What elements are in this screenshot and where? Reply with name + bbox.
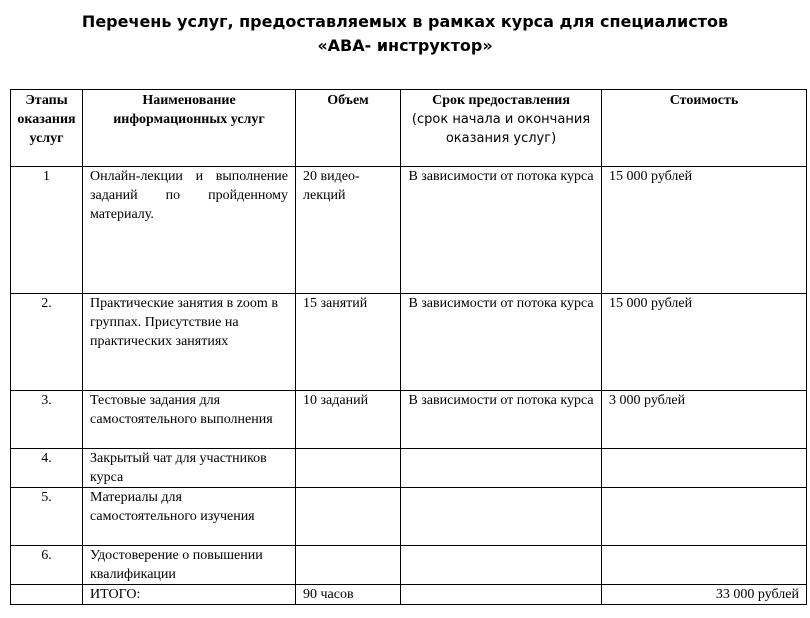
row-term bbox=[401, 546, 602, 585]
row-cost: 3 000 рублей bbox=[602, 391, 807, 449]
row-cost: 15 000 рублей bbox=[602, 167, 807, 294]
row-cost bbox=[602, 546, 807, 585]
row-cost bbox=[602, 488, 807, 546]
row-volume bbox=[296, 449, 401, 488]
header-term-label: Срок предоставления bbox=[432, 93, 570, 108]
total-term-empty bbox=[401, 585, 602, 605]
row-number: 1 bbox=[11, 167, 83, 294]
row-cost: 15 000 рублей bbox=[602, 294, 807, 391]
document-title bbox=[0, 10, 810, 58]
row-number: 5. bbox=[11, 488, 83, 546]
header-name: Наименование информационных услуг bbox=[83, 90, 296, 167]
row-service-name: Тестовые задания для самостоятельного выполнения bbox=[83, 391, 296, 449]
header-stage: Этапы оказания услуг bbox=[11, 90, 83, 167]
row-term: В зависимости от потока курса bbox=[401, 391, 602, 449]
row-cost bbox=[602, 449, 807, 488]
row-service-name: Закрытый чат для участников курса bbox=[83, 449, 296, 488]
row-term bbox=[401, 449, 602, 488]
table-row bbox=[11, 546, 807, 585]
row-term bbox=[401, 488, 602, 546]
row-service-name: Практические занятия в zoom в группах. Присутствие на практических занятиях bbox=[83, 294, 296, 391]
row-number: 4. bbox=[11, 449, 83, 488]
total-row bbox=[11, 585, 807, 605]
table-row bbox=[11, 167, 807, 294]
services-table bbox=[10, 89, 807, 605]
header-term bbox=[401, 90, 602, 167]
table-row bbox=[11, 488, 807, 546]
header-volume: Объем bbox=[296, 90, 401, 167]
row-service-name: Онлайн-лекции и выполнение заданий по пройденному материалу. bbox=[83, 167, 296, 294]
table-header-row bbox=[11, 90, 807, 167]
total-empty-cell bbox=[11, 585, 83, 605]
row-service-name: Удостоверение о повышении квалификации bbox=[83, 546, 296, 585]
title-line-1: Перечень услуг, предоставляемых в рамках курса для специалистов bbox=[81, 12, 729, 31]
table-row bbox=[11, 294, 807, 391]
row-volume bbox=[296, 546, 401, 585]
title-line-2: «АВА- инструктор» bbox=[317, 36, 493, 55]
table-row bbox=[11, 391, 807, 449]
table-row bbox=[11, 449, 807, 488]
total-label: ИТОГО: bbox=[83, 585, 296, 605]
row-volume bbox=[296, 488, 401, 546]
row-term: В зависимости от потока курса bbox=[401, 167, 602, 294]
total-cost: 33 000 рублей bbox=[602, 585, 807, 605]
row-volume: 20 видео-лекций bbox=[296, 167, 401, 294]
header-cost: Стоимость bbox=[602, 90, 807, 167]
total-volume: 90 часов bbox=[296, 585, 401, 605]
row-number: 3. bbox=[11, 391, 83, 449]
row-service-name: Материалы для самостоятельного изучения bbox=[83, 488, 296, 546]
row-term: В зависимости от потока курса bbox=[401, 294, 602, 391]
row-number: 6. bbox=[11, 546, 83, 585]
row-volume: 10 заданий bbox=[296, 391, 401, 449]
row-volume: 15 занятий bbox=[296, 294, 401, 391]
row-number: 2. bbox=[11, 294, 83, 391]
header-term-sub: (срок начала и окончания оказания услуг) bbox=[411, 112, 591, 146]
